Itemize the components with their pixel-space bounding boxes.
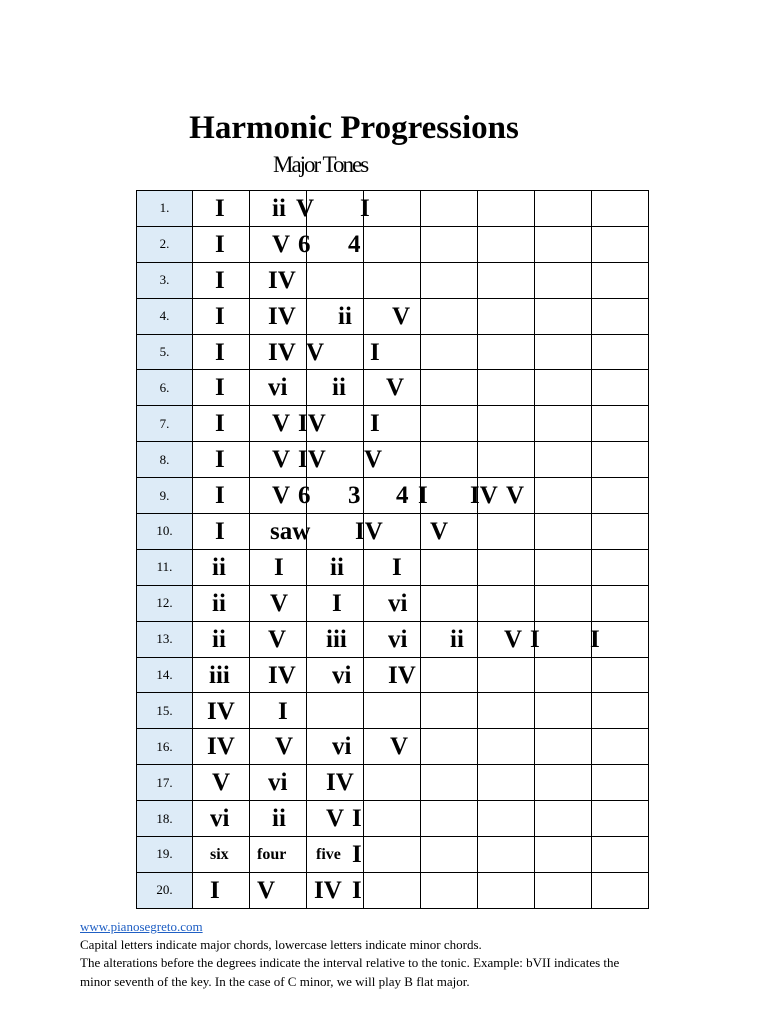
- chord-symbol: 4: [396, 482, 409, 510]
- table-cell: [421, 262, 478, 298]
- table-cell: [535, 334, 592, 370]
- row-number: 11.: [137, 549, 193, 585]
- table-cell: [307, 549, 364, 585]
- table-row: [137, 549, 649, 585]
- table-cell: [478, 729, 535, 765]
- table-cell: [193, 370, 250, 406]
- table-cell: [421, 334, 478, 370]
- chord-symbol: I: [210, 877, 220, 905]
- chord-symbol: ii: [212, 553, 226, 581]
- chord-symbol: vi: [388, 589, 408, 617]
- table-cell: [193, 801, 250, 837]
- chord-symbol: I: [392, 553, 402, 581]
- table-cell: [478, 514, 535, 550]
- chord-symbol: IV: [298, 410, 326, 438]
- table-cell: [307, 334, 364, 370]
- table-cell: [478, 226, 535, 262]
- table-cell: [364, 226, 421, 262]
- table-cell: [250, 298, 307, 334]
- row-number: 7.: [137, 406, 193, 442]
- table-cell: [250, 478, 307, 514]
- table-cell: [364, 693, 421, 729]
- table-cell: [478, 298, 535, 334]
- table-row: [137, 334, 649, 370]
- table-row: [137, 442, 649, 478]
- table-cell: [421, 837, 478, 873]
- table-row: [137, 370, 649, 406]
- table-cell: [478, 621, 535, 657]
- table-cell: [193, 191, 250, 227]
- table-cell: [250, 334, 307, 370]
- chord-symbol: V: [392, 302, 411, 330]
- table-cell: [592, 837, 649, 873]
- table-cell: [421, 693, 478, 729]
- table-cell: [478, 765, 535, 801]
- table-cell: [193, 514, 250, 550]
- table-cell: [592, 478, 649, 514]
- chord-symbol: I: [418, 482, 428, 510]
- chord-symbol: V: [390, 733, 409, 761]
- chord-symbol: V: [212, 769, 231, 797]
- table-cell: [421, 729, 478, 765]
- chord-symbol: I: [352, 805, 362, 833]
- table-cell: [535, 801, 592, 837]
- table-cell: [421, 621, 478, 657]
- table-cell: [478, 549, 535, 585]
- chord-symbol: iii: [209, 661, 230, 689]
- table-cell: [478, 693, 535, 729]
- chord-symbol: ii: [338, 302, 352, 330]
- table-cell: [421, 442, 478, 478]
- chord-symbol: iii: [326, 625, 347, 653]
- progression-table: [136, 190, 649, 909]
- table-cell: [193, 442, 250, 478]
- chord-symbol: V: [504, 625, 523, 653]
- table-cell: [535, 872, 592, 908]
- table-row: [137, 514, 649, 550]
- table-cell: [250, 262, 307, 298]
- table-cell: [193, 478, 250, 514]
- table-cell: [535, 370, 592, 406]
- chord-symbol: I: [352, 841, 362, 869]
- chord-symbol: I: [215, 338, 225, 366]
- chord-symbol: IV: [355, 518, 383, 546]
- row-number: 3.: [137, 262, 193, 298]
- chord-symbol: IV: [268, 266, 296, 294]
- chord-symbol: IV: [268, 302, 296, 330]
- chord-symbol: ii: [212, 589, 226, 617]
- table-cell: [193, 334, 250, 370]
- table-cell: [250, 226, 307, 262]
- table-cell: [421, 478, 478, 514]
- table-cell: [250, 191, 307, 227]
- table-row: [137, 406, 649, 442]
- chord-symbol: 4: [348, 230, 361, 258]
- table-cell: [193, 226, 250, 262]
- table-cell: [592, 226, 649, 262]
- table-cell: [535, 765, 592, 801]
- chord-symbol: I: [215, 266, 225, 294]
- table-cell: [307, 657, 364, 693]
- table-cell: [364, 478, 421, 514]
- table-cell: [307, 801, 364, 837]
- chord-symbol: 6: [298, 482, 311, 510]
- table-cell: [535, 621, 592, 657]
- table-cell: [535, 226, 592, 262]
- table-cell: [478, 657, 535, 693]
- page-title: Harmonic Progressions: [189, 110, 519, 146]
- table-cell: [592, 549, 649, 585]
- table-cell: [364, 872, 421, 908]
- row-number: 2.: [137, 226, 193, 262]
- table-cell: [364, 657, 421, 693]
- table-cell: [364, 442, 421, 478]
- table-cell: [364, 514, 421, 550]
- footer-note-alterations: The alterations before the degrees indicate the interval relative to the tonic. Example: bVII indicates the: [80, 955, 620, 970]
- chord-symbol: IV: [207, 697, 235, 725]
- chord-symbol: I: [215, 446, 225, 474]
- table-cell: [307, 191, 364, 227]
- chord-symbol: ii: [332, 374, 346, 402]
- chord-symbol: saw: [270, 518, 311, 546]
- table-cell: [307, 478, 364, 514]
- table-cell: [193, 872, 250, 908]
- table-cell: [250, 837, 307, 873]
- table-cell: [364, 334, 421, 370]
- chord-symbol: V: [386, 374, 405, 402]
- table-cell: [250, 370, 307, 406]
- table-cell: [535, 406, 592, 442]
- chord-symbol: ii: [272, 194, 286, 222]
- table-cell: [592, 729, 649, 765]
- table-cell: [193, 298, 250, 334]
- table-cell: [193, 765, 250, 801]
- table-cell: [478, 442, 535, 478]
- table-cell: [421, 549, 478, 585]
- row-number: 12.: [137, 585, 193, 621]
- table-cell: [421, 514, 478, 550]
- row-number: 4.: [137, 298, 193, 334]
- chord-symbol: I: [370, 410, 380, 438]
- table-cell: [421, 370, 478, 406]
- table-cell: [592, 514, 649, 550]
- chord-symbol: I: [370, 338, 380, 366]
- chord-symbol: I: [530, 625, 540, 653]
- chord-symbol: four: [257, 846, 287, 864]
- chord-symbol: 6: [298, 230, 311, 258]
- table-cell: [193, 585, 250, 621]
- chord-symbol: V: [296, 194, 315, 222]
- table-cell: [364, 837, 421, 873]
- table-cell: [478, 191, 535, 227]
- table-row: [137, 298, 649, 334]
- table-cell: [421, 765, 478, 801]
- table-cell: [535, 585, 592, 621]
- chord-symbol: IV: [388, 661, 416, 689]
- chord-symbol: V: [506, 482, 525, 510]
- table-cell: [535, 442, 592, 478]
- table-cell: [478, 262, 535, 298]
- table-cell: [307, 262, 364, 298]
- chord-symbol: I: [352, 877, 362, 905]
- table-cell: [421, 226, 478, 262]
- table-cell: [421, 406, 478, 442]
- website-link[interactable]: www.pianosegreto.com: [80, 919, 203, 934]
- table-row: [137, 585, 649, 621]
- row-number: 13.: [137, 621, 193, 657]
- table-cell: [250, 872, 307, 908]
- table-cell: [250, 729, 307, 765]
- chord-symbol: I: [332, 589, 342, 617]
- chord-symbol: five: [316, 846, 341, 864]
- chord-symbol: V: [306, 338, 325, 366]
- table-cell: [421, 801, 478, 837]
- row-number: 15.: [137, 693, 193, 729]
- chord-symbol: I: [215, 410, 225, 438]
- table-cell: [250, 442, 307, 478]
- table-cell: [250, 621, 307, 657]
- chord-symbol: ii: [330, 553, 344, 581]
- chord-symbol: IV: [470, 482, 498, 510]
- table-cell: [535, 657, 592, 693]
- table-cell: [364, 621, 421, 657]
- row-number: 17.: [137, 765, 193, 801]
- chord-symbol: ii: [272, 805, 286, 833]
- table-cell: [592, 370, 649, 406]
- table-cell: [421, 585, 478, 621]
- chord-symbol: V: [270, 589, 289, 617]
- table-cell: [421, 191, 478, 227]
- table-cell: [535, 478, 592, 514]
- table-cell: [535, 298, 592, 334]
- table-cell: [307, 621, 364, 657]
- chord-symbol: V: [257, 877, 276, 905]
- footer-note-case: Capital letters indicate major chords, lowercase letters indicate minor chords.: [80, 937, 482, 952]
- chord-symbol: V: [275, 733, 294, 761]
- table-row: [137, 478, 649, 514]
- chord-symbol: I: [215, 302, 225, 330]
- table-cell: [478, 801, 535, 837]
- row-number: 1.: [137, 191, 193, 227]
- chord-symbol: V: [272, 410, 291, 438]
- table-cell: [193, 657, 250, 693]
- table-row: [137, 693, 649, 729]
- chord-symbol: V: [326, 805, 345, 833]
- table-cell: [250, 406, 307, 442]
- table-cell: [364, 262, 421, 298]
- chord-symbol: IV: [326, 769, 354, 797]
- table-cell: [193, 693, 250, 729]
- table-cell: [592, 262, 649, 298]
- table-cell: [421, 872, 478, 908]
- chord-symbol: I: [278, 697, 288, 725]
- table-cell: [592, 406, 649, 442]
- chord-symbol: IV: [268, 661, 296, 689]
- table-row: [137, 729, 649, 765]
- row-number: 10.: [137, 514, 193, 550]
- table-cell: [592, 657, 649, 693]
- chord-symbol: vi: [268, 374, 288, 402]
- chord-symbol: I: [215, 194, 225, 222]
- table-cell: [250, 514, 307, 550]
- table-cell: [535, 191, 592, 227]
- row-number: 16.: [137, 729, 193, 765]
- chord-symbol: V: [268, 625, 287, 653]
- table-row: [137, 837, 649, 873]
- page-subtitle: Major Tones: [273, 152, 368, 177]
- row-number: 20.: [137, 872, 193, 908]
- row-number: 9.: [137, 478, 193, 514]
- row-number: 6.: [137, 370, 193, 406]
- table-cell: [592, 693, 649, 729]
- table-cell: [307, 765, 364, 801]
- table-cell: [193, 262, 250, 298]
- table-cell: [364, 585, 421, 621]
- table-cell: [535, 729, 592, 765]
- row-number: 5.: [137, 334, 193, 370]
- table-row: [137, 801, 649, 837]
- chord-symbol: ii: [450, 625, 464, 653]
- table-cell: [592, 621, 649, 657]
- chord-symbol: I: [274, 553, 284, 581]
- table-cell: [364, 191, 421, 227]
- chord-symbol: 3: [348, 482, 361, 510]
- chord-symbol: I: [215, 230, 225, 258]
- row-number: 18.: [137, 801, 193, 837]
- table-cell: [307, 729, 364, 765]
- table-cell: [478, 837, 535, 873]
- table-cell: [592, 334, 649, 370]
- table-row: [137, 621, 649, 657]
- chord-symbol: I: [360, 194, 370, 222]
- table-row: [137, 657, 649, 693]
- table-cell: [535, 514, 592, 550]
- chord-symbol: V: [272, 446, 291, 474]
- table-cell: [307, 298, 364, 334]
- table-cell: [478, 406, 535, 442]
- chord-symbol: vi: [332, 733, 352, 761]
- table-cell: [193, 406, 250, 442]
- table-cell: [307, 406, 364, 442]
- table-cell: [478, 334, 535, 370]
- chord-symbol: vi: [332, 661, 352, 689]
- chord-symbol: ii: [212, 625, 226, 653]
- table-cell: [193, 621, 250, 657]
- row-number: 19.: [137, 837, 193, 873]
- table-cell: [307, 442, 364, 478]
- table-cell: [364, 729, 421, 765]
- chord-symbol: IV: [298, 446, 326, 474]
- table-cell: [535, 693, 592, 729]
- chord-symbol: I: [215, 518, 225, 546]
- table-cell: [307, 837, 364, 873]
- table-cell: [250, 801, 307, 837]
- chord-symbol: V: [430, 518, 449, 546]
- chord-symbol: vi: [388, 625, 408, 653]
- chord-symbol: V: [364, 446, 383, 474]
- table-cell: [307, 514, 364, 550]
- table-cell: [478, 585, 535, 621]
- chord-symbol: V: [272, 230, 291, 258]
- chord-symbol: I: [215, 374, 225, 402]
- chord-symbol: six: [210, 846, 229, 864]
- table-cell: [250, 693, 307, 729]
- table-cell: [193, 837, 250, 873]
- table-cell: [250, 765, 307, 801]
- chord-symbol: I: [590, 625, 600, 653]
- table-cell: [307, 872, 364, 908]
- table-cell: [478, 370, 535, 406]
- table-cell: [364, 549, 421, 585]
- table-cell: [421, 657, 478, 693]
- chord-symbol: V: [272, 482, 291, 510]
- table-row: [137, 262, 649, 298]
- table-cell: [364, 406, 421, 442]
- table-cell: [307, 693, 364, 729]
- row-number: 14.: [137, 657, 193, 693]
- table-cell: [535, 262, 592, 298]
- chord-symbol: vi: [268, 769, 288, 797]
- table-row: [137, 872, 649, 908]
- table-row: [137, 226, 649, 262]
- table-cell: [421, 298, 478, 334]
- table-cell: [250, 585, 307, 621]
- table-row: [137, 765, 649, 801]
- row-number: 8.: [137, 442, 193, 478]
- footer-note-example: minor seventh of the key. In the case of C minor, we will play B flat major.: [80, 974, 470, 989]
- table-cell: [592, 191, 649, 227]
- table-cell: [535, 837, 592, 873]
- chord-symbol: vi: [210, 805, 230, 833]
- table-cell: [193, 729, 250, 765]
- table-cell: [193, 549, 250, 585]
- table-cell: [592, 872, 649, 908]
- table-cell: [364, 801, 421, 837]
- chord-symbol: IV: [314, 877, 342, 905]
- table-cell: [478, 478, 535, 514]
- chord-symbol: IV: [207, 733, 235, 761]
- table-row: [137, 191, 649, 227]
- table-cell: [307, 585, 364, 621]
- table-cell: [592, 801, 649, 837]
- table-cell: [250, 657, 307, 693]
- table-cell: [478, 872, 535, 908]
- table-cell: [592, 765, 649, 801]
- table-cell: [364, 298, 421, 334]
- table-cell: [364, 370, 421, 406]
- table-cell: [592, 298, 649, 334]
- chord-symbol: I: [215, 482, 225, 510]
- table-cell: [592, 442, 649, 478]
- table-cell: [307, 226, 364, 262]
- table-cell: [250, 549, 307, 585]
- footer: [80, 918, 720, 991]
- chord-symbol: IV: [268, 338, 296, 366]
- table-cell: [364, 765, 421, 801]
- table-cell: [592, 585, 649, 621]
- table-cell: [535, 549, 592, 585]
- table-cell: [307, 370, 364, 406]
